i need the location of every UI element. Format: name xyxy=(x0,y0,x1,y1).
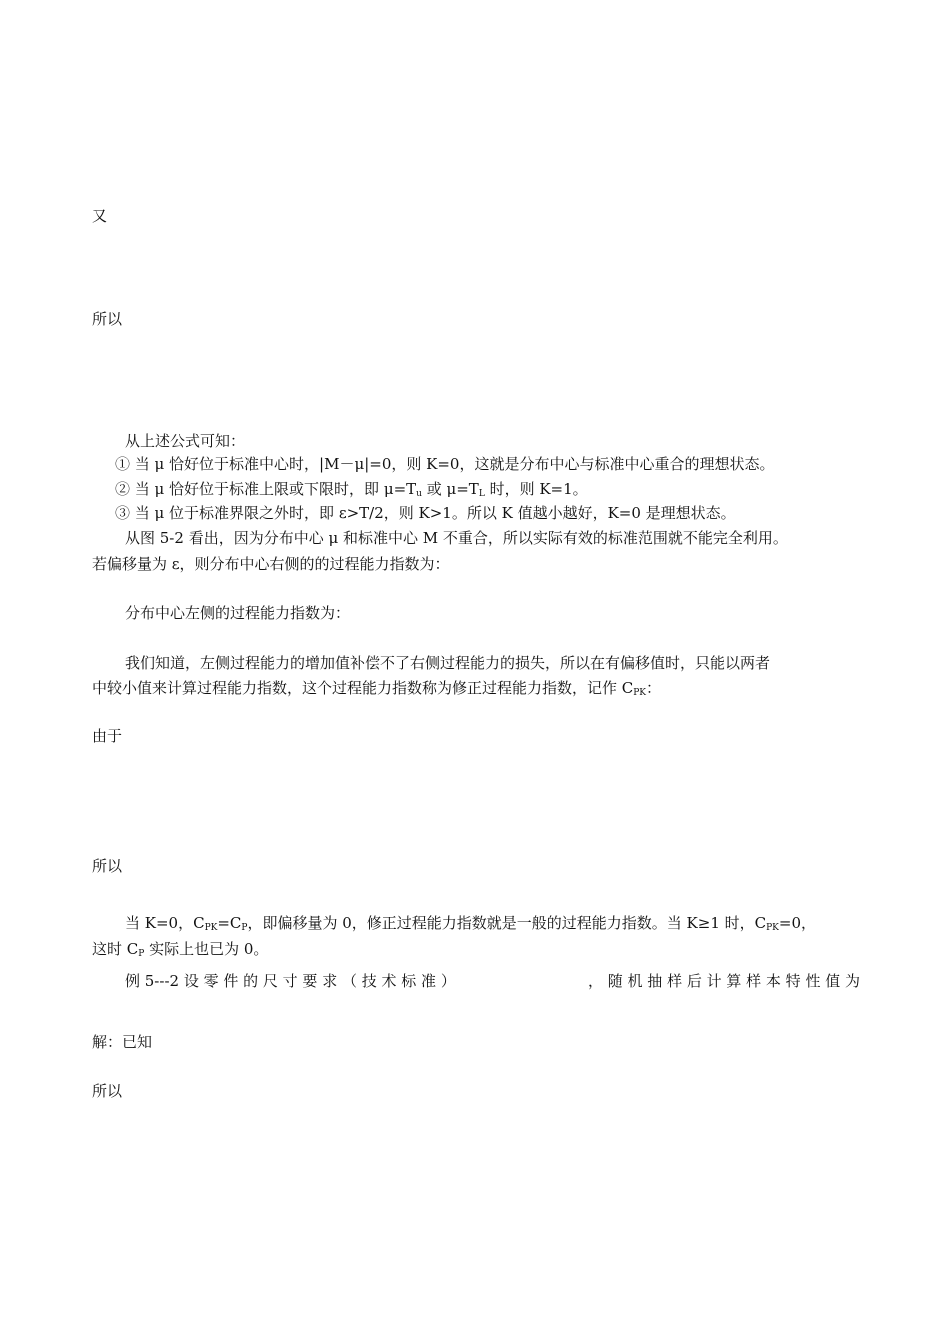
label-jie: 解：已知 xyxy=(92,1033,153,1051)
label-suoyi-1: 所以 xyxy=(92,310,123,328)
example-text-b: ， 随 机 抽 样 后 计 算 样 本 特 性 值 为 xyxy=(588,972,860,990)
left-side-line: 分布中心左侧的过程能力指数为： xyxy=(125,604,351,622)
example-line xyxy=(125,971,860,991)
paragraph-3-line-2: 这时 $C_P$ 实际上也已为 0。 xyxy=(92,940,269,959)
paragraph-1-line-1: 从图 5-2 看出，因为分布中心 μ 和标准中心 M 不重合，所以实际有效的标准范围就不能完全利用。 xyxy=(125,529,788,547)
example-text-a: 例 5---2 设 零 件 的 尺 寸 要 求 （ 技 术 标 准 ） xyxy=(125,972,456,990)
label-you: 又 xyxy=(92,207,108,225)
label-suoyi-2: 所以 xyxy=(92,857,123,875)
paragraph-3-line-1: 当 K=0，$C_{PK}=C_P$，即偏移量为 0，修正过程能力指数就是一般的过程能力指数。当 K≥1 时，$C_{PK}=0$， xyxy=(125,914,817,933)
list-item-1: ① 当 μ 恰好位于标准中心时，|M－μ|=0，则 K=0，这就是分布中心与标准中心重合的理想状态。 xyxy=(115,455,775,473)
label-suoyi-3: 所以 xyxy=(92,1082,123,1100)
list-item-2: ② 当 μ 恰好位于标准上限或下限时，即 $\mu=T_u$ 或 $\mu=T_L$ 时，则 K=1。 xyxy=(115,480,588,499)
intro-line: 从上述公式可知： xyxy=(125,432,246,450)
paragraph-1-line-2: 若偏移量为 ε，则分布中心右侧的的过程能力指数为： xyxy=(92,555,450,573)
label-youyu: 由于 xyxy=(92,727,123,745)
list-item-3: ③ 当 μ 位于标准界限之外时，即 ε>T/2，则 K>1。所以 K 值越小越好，K=0 是理想状态。 xyxy=(115,504,736,522)
paragraph-2-line-2: 中较小值来计算过程能力指数，这个过程能力指数称为修正过程能力指数，记作 $C_{PK}$： xyxy=(92,679,662,698)
paragraph-2-line-1: 我们知道，左侧过程能力的增加值补偿不了右侧过程能力的损失，所以在有偏移值时，只能以两者 xyxy=(125,654,771,672)
